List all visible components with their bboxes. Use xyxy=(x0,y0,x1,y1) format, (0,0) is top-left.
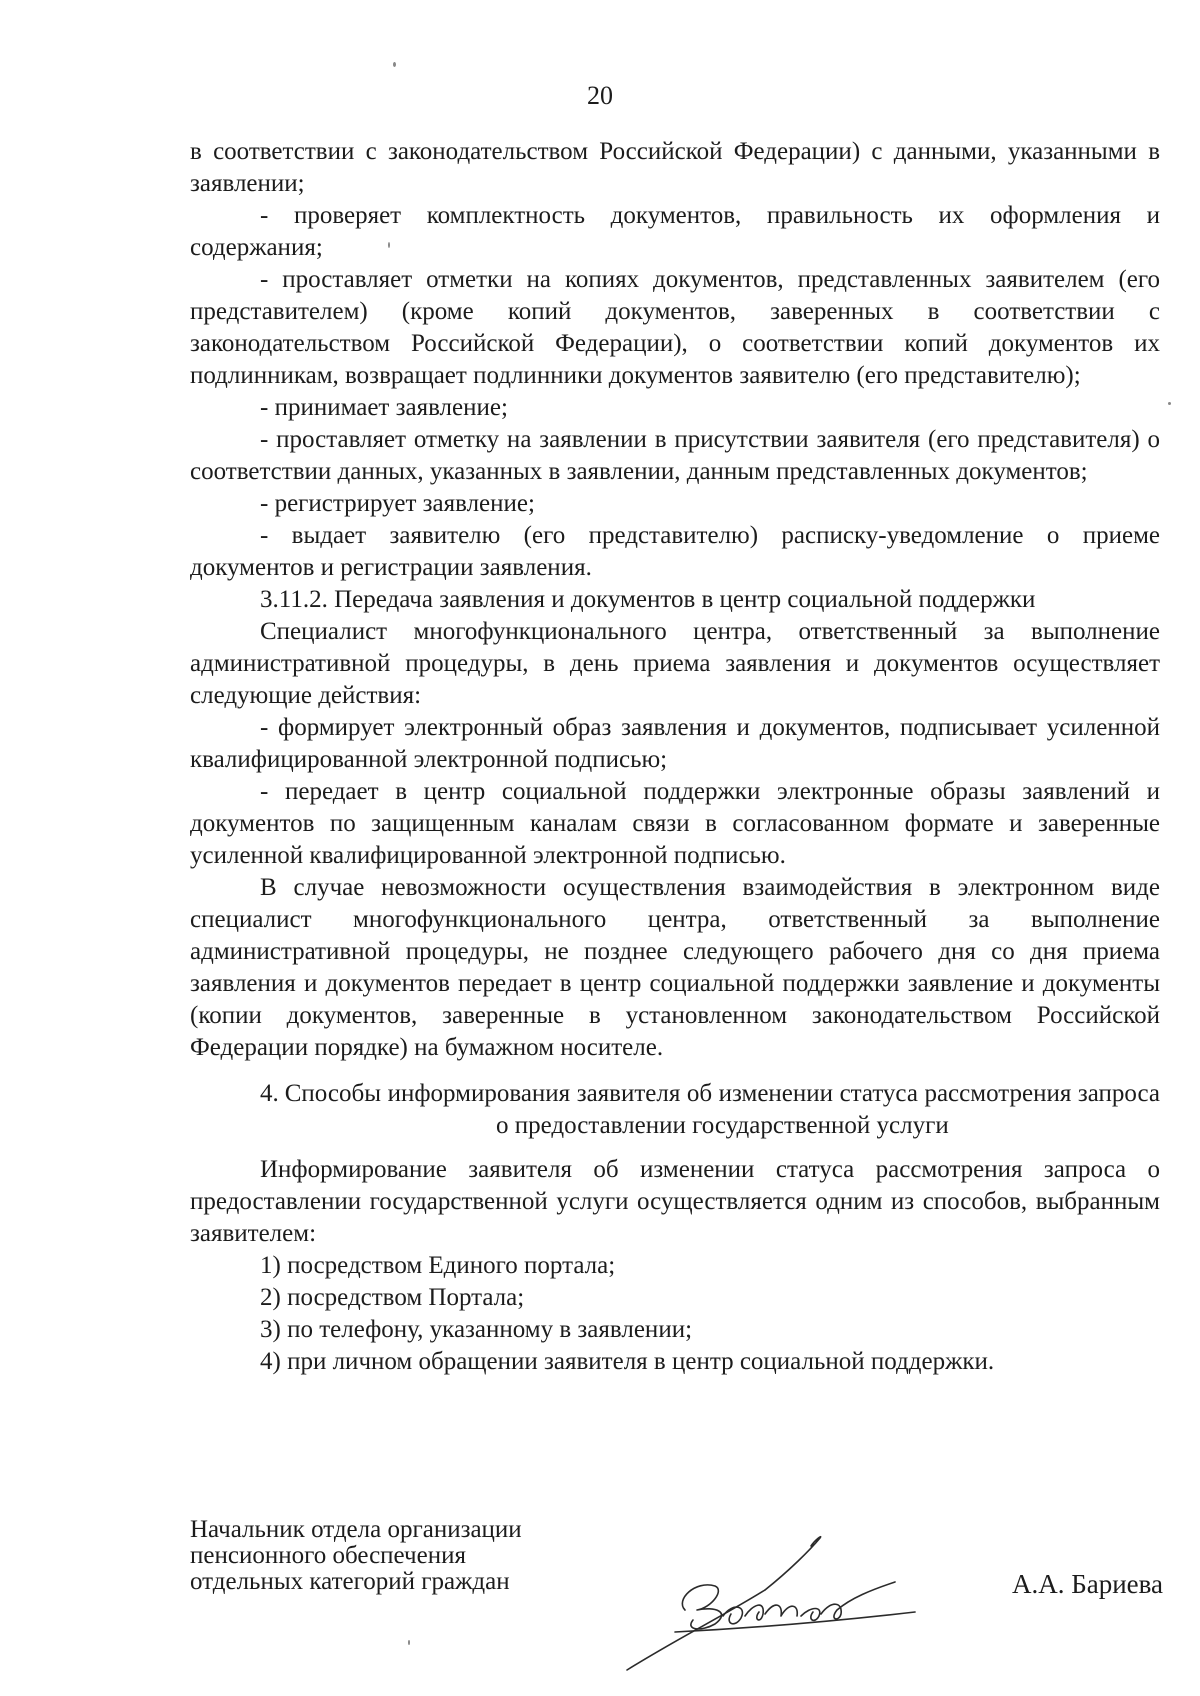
paragraph: - передает в центр социальной поддержки электронные образы заявлений и документов по защищенным каналам связи в согласованном формате и заверенные усиленной квалифицированной электронной подписью. xyxy=(190,778,1160,869)
scan-speck xyxy=(1168,402,1171,405)
list-item: 1) посредством Единого портала; xyxy=(260,1252,616,1279)
paragraph: - регистрирует заявление; xyxy=(260,490,535,517)
list-item: 4) при личном обращении заявителя в центр социальной поддержки. xyxy=(260,1348,995,1375)
handwritten-signature xyxy=(615,1520,975,1680)
section-title: Способы информирования заявителя об изменении статуса рассмотрения запроса о предоставлении государственной услуги xyxy=(284,1080,1160,1139)
paragraph: - формирует электронный образ заявления и документов, подписывает усиленной квалифицированной электронной подписью; xyxy=(190,714,1160,773)
list-item: 2) посредством Портала; xyxy=(260,1284,525,1311)
paragraph: - проставляет отметки на копиях документов, представленных заявителем (его представителем) (кроме копий документов, заверенных в соответствии с законодательством Российской Федерации), о соответствии копий документов их подлинникам, возвращает подлинники документов заявителю (его представителю); xyxy=(190,266,1160,389)
paragraph: В случае невозможности осуществления взаимодействия в электронном виде специалист многофункционального центра, ответственный за выполнение административной процедуры, не позднее следующего рабочего дня со дня приема заявления и документов передает в центр социальной поддержки заявление и документы (копии документов, заверенные в установленном законодательством Российской Федерации порядке) на бумажном носителе. xyxy=(190,874,1160,1061)
paragraph: - проверяет комплектность документов, правильность их оформления и содержания; xyxy=(190,202,1160,261)
position-line: пенсионного обеспечения xyxy=(190,1542,466,1569)
scan-speck xyxy=(408,1640,410,1645)
scan-speck xyxy=(388,242,390,248)
subsection-heading: 3.11.2. Передача заявления и документов в центр социальной поддержки xyxy=(260,586,1036,613)
paragraph: - выдает заявителю (его представителю) расписку-уведомление о приеме документов и регистрации заявления. xyxy=(190,522,1160,581)
section-number: 4. xyxy=(260,1080,279,1107)
paragraph: в соответствии с законодательством Российской Федерации) с данными, указанными в заявлении; xyxy=(190,138,1160,197)
position-line: Начальник отдела организации xyxy=(190,1516,522,1543)
page-number: 20 xyxy=(587,81,613,110)
signature-block xyxy=(190,1517,522,1595)
scan-speck xyxy=(393,62,396,67)
methods-list xyxy=(190,1250,1160,1378)
paragraph: Специалист многофункционального центра, ответственный за выполнение административной процедуры, в день приема заявления и документов осуществляет следующие действия: xyxy=(190,618,1160,709)
paragraph: - принимает заявление; xyxy=(260,394,508,421)
signer-name: А.А. Бариева xyxy=(1012,1569,1164,1599)
section-intro: Информирование заявителя об изменении статуса рассмотрения запроса о предоставлении государственной услуги осуществляется одним из способов, выбранным заявителем: xyxy=(190,1156,1160,1247)
position-line: отдельных категорий граждан xyxy=(190,1568,510,1595)
list-item: 3) по телефону, указанному в заявлении; xyxy=(260,1316,693,1343)
document-body xyxy=(190,136,1160,1378)
paragraph: - проставляет отметку на заявлении в присутствии заявителя (его представителя) о соответствии данных, указанных в заявлении, данным представленных документов; xyxy=(190,426,1160,485)
section-heading xyxy=(190,1078,1160,1142)
